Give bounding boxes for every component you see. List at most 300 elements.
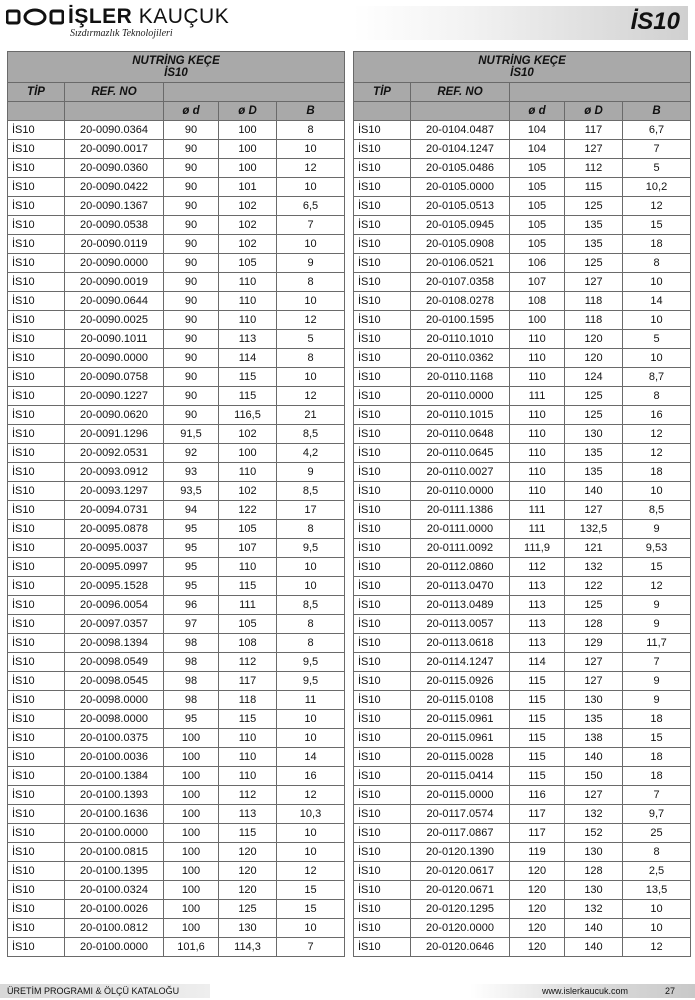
cell-width: 16 <box>623 406 691 425</box>
cell-outer-diameter: 125 <box>565 596 623 615</box>
cell-ref-no: 20-0097.0357 <box>65 615 164 634</box>
cell-ref-no: 20-0093.1297 <box>65 482 164 501</box>
cell-outer-diameter: 120 <box>219 862 277 881</box>
table-row <box>8 311 345 330</box>
cell-width: 10 <box>277 140 345 159</box>
cell-outer-diameter: 100 <box>219 121 277 140</box>
cell-tip: İS10 <box>354 539 411 558</box>
table-row <box>8 425 345 444</box>
cell-inner-diameter: 105 <box>510 159 565 178</box>
cell-tip: İS10 <box>8 463 65 482</box>
cell-width: 11 <box>277 691 345 710</box>
cell-inner-diameter: 96 <box>164 596 219 615</box>
footer-page-number: 27 <box>665 986 676 996</box>
cell-width: 10 <box>623 273 691 292</box>
cell-inner-diameter: 111,9 <box>510 539 565 558</box>
table-title-line1: NUTRİNG KEÇE <box>478 55 566 67</box>
cell-ref-no: 20-0117.0574 <box>411 805 510 824</box>
cell-ref-no: 20-0111.0092 <box>411 539 510 558</box>
cell-outer-diameter: 130 <box>565 881 623 900</box>
cell-width: 18 <box>623 748 691 767</box>
cell-tip: İS10 <box>354 254 411 273</box>
table-row <box>354 691 691 710</box>
cell-inner-diameter: 105 <box>510 178 565 197</box>
cell-tip: İS10 <box>354 558 411 577</box>
cell-ref-no: 20-0111.0000 <box>411 520 510 539</box>
cell-width: 10 <box>277 577 345 596</box>
table-row <box>354 805 691 824</box>
cell-outer-diameter: 102 <box>219 216 277 235</box>
cell-tip: İS10 <box>354 767 411 786</box>
cell-tip: İS10 <box>354 653 411 672</box>
cell-inner-diameter: 92 <box>164 444 219 463</box>
cell-width: 10 <box>277 919 345 938</box>
cell-width: 14 <box>623 292 691 311</box>
brand-name-light: KAUÇUK <box>138 5 230 28</box>
cell-width: 12 <box>277 159 345 178</box>
cell-ref-no: 20-0100.0026 <box>65 900 164 919</box>
cell-inner-diameter: 110 <box>510 368 565 387</box>
cell-ref-no: 20-0112.0860 <box>411 558 510 577</box>
cell-inner-diameter: 114 <box>510 653 565 672</box>
cell-ref-no: 20-0100.0324 <box>65 881 164 900</box>
cell-ref-no: 20-0108.0278 <box>411 292 510 311</box>
brand-logo <box>6 6 346 42</box>
cell-inner-diameter: 95 <box>164 520 219 539</box>
cell-width: 10 <box>623 900 691 919</box>
cell-outer-diameter: 132,5 <box>565 520 623 539</box>
cell-inner-diameter: 90 <box>164 368 219 387</box>
cell-tip: İS10 <box>8 159 65 178</box>
cell-width: 10 <box>277 824 345 843</box>
cell-tip: İS10 <box>354 121 411 140</box>
table-title-line2: İS10 <box>510 67 534 79</box>
cell-ref-no: 20-0120.0671 <box>411 881 510 900</box>
cell-outer-diameter: 118 <box>219 691 277 710</box>
cell-width: 10 <box>277 710 345 729</box>
cell-outer-diameter: 120 <box>565 349 623 368</box>
cell-width: 8 <box>277 273 345 292</box>
footer-website-link[interactable]: www.islerkaucuk.com <box>542 986 629 996</box>
cell-ref-no: 20-0113.0489 <box>411 596 510 615</box>
cell-inner-diameter: 115 <box>510 710 565 729</box>
cell-ref-no: 20-0094.0731 <box>65 501 164 520</box>
cell-tip: İS10 <box>354 159 411 178</box>
cell-inner-diameter: 113 <box>510 596 565 615</box>
cell-outer-diameter: 110 <box>219 311 277 330</box>
cell-ref-no: 20-0107.0358 <box>411 273 510 292</box>
table-row <box>354 672 691 691</box>
cell-width: 9,5 <box>277 653 345 672</box>
cell-tip: İS10 <box>354 577 411 596</box>
cell-outer-diameter: 101 <box>219 178 277 197</box>
table-row <box>8 406 345 425</box>
cell-tip: İS10 <box>8 672 65 691</box>
table-row <box>8 748 345 767</box>
cell-inner-diameter: 90 <box>164 330 219 349</box>
cell-tip: İS10 <box>8 748 65 767</box>
cell-outer-diameter: 125 <box>565 387 623 406</box>
table-row <box>8 786 345 805</box>
cell-outer-diameter: 127 <box>565 653 623 672</box>
cell-outer-diameter: 140 <box>565 919 623 938</box>
cell-outer-diameter: 115 <box>219 387 277 406</box>
table-row <box>8 330 345 349</box>
cell-outer-diameter: 102 <box>219 482 277 501</box>
cell-width: 10 <box>277 178 345 197</box>
cell-outer-diameter: 110 <box>219 463 277 482</box>
table-row <box>8 900 345 919</box>
cell-width: 7 <box>623 786 691 805</box>
table-row <box>354 292 691 311</box>
table-row <box>8 235 345 254</box>
table-row <box>8 463 345 482</box>
cell-tip: İS10 <box>8 273 65 292</box>
cell-inner-diameter: 100 <box>164 729 219 748</box>
cell-width: 2,5 <box>623 862 691 881</box>
cell-width: 10 <box>277 729 345 748</box>
col-header-width: B <box>623 102 691 121</box>
table-row <box>8 273 345 292</box>
table-row <box>8 140 345 159</box>
cell-ref-no: 20-0100.1393 <box>65 786 164 805</box>
cell-outer-diameter: 132 <box>565 558 623 577</box>
cell-ref-no: 20-0090.1227 <box>65 387 164 406</box>
cell-ref-no: 20-0114.1247 <box>411 653 510 672</box>
table-row <box>8 216 345 235</box>
cell-tip: İS10 <box>354 691 411 710</box>
table-row <box>8 539 345 558</box>
cell-tip: İS10 <box>8 729 65 748</box>
table-row <box>354 501 691 520</box>
col-header-tip: TİP <box>354 83 411 102</box>
cell-ref-no: 20-0098.0000 <box>65 691 164 710</box>
table-row <box>8 482 345 501</box>
table-row <box>8 615 345 634</box>
table-row <box>8 178 345 197</box>
cell-outer-diameter: 115 <box>565 178 623 197</box>
cell-ref-no: 20-0090.1367 <box>65 197 164 216</box>
cell-width: 18 <box>623 463 691 482</box>
cell-width: 10 <box>623 919 691 938</box>
cell-ref-no: 20-0110.0027 <box>411 463 510 482</box>
cell-tip: İS10 <box>8 349 65 368</box>
cell-outer-diameter: 105 <box>219 615 277 634</box>
cell-inner-diameter: 116 <box>510 786 565 805</box>
page-code: İS10 <box>630 8 680 35</box>
cell-width: 8 <box>277 615 345 634</box>
cell-tip: İS10 <box>354 710 411 729</box>
table-row <box>354 235 691 254</box>
cell-ref-no: 20-0090.0538 <box>65 216 164 235</box>
cell-tip: İS10 <box>8 501 65 520</box>
cell-inner-diameter: 100 <box>164 919 219 938</box>
cell-outer-diameter: 130 <box>565 691 623 710</box>
cell-outer-diameter: 110 <box>219 748 277 767</box>
cell-outer-diameter: 128 <box>565 615 623 634</box>
cell-width: 12 <box>623 938 691 957</box>
cell-ref-no: 20-0113.0470 <box>411 577 510 596</box>
cell-outer-diameter: 125 <box>565 197 623 216</box>
cell-inner-diameter: 117 <box>510 805 565 824</box>
cell-outer-diameter: 140 <box>565 482 623 501</box>
table-title-line2: İS10 <box>164 67 188 79</box>
cell-ref-no: 20-0105.0486 <box>411 159 510 178</box>
cell-inner-diameter: 110 <box>510 349 565 368</box>
table-row <box>354 748 691 767</box>
cell-tip: İS10 <box>354 862 411 881</box>
cell-ref-no: 20-0110.0000 <box>411 387 510 406</box>
cell-width: 10,2 <box>623 178 691 197</box>
cell-tip: İS10 <box>354 292 411 311</box>
cell-outer-diameter: 121 <box>565 539 623 558</box>
cell-ref-no: 20-0106.0521 <box>411 254 510 273</box>
cell-outer-diameter: 118 <box>565 311 623 330</box>
cell-inner-diameter: 115 <box>510 767 565 786</box>
cell-tip: İS10 <box>354 596 411 615</box>
cell-tip: İS10 <box>354 235 411 254</box>
cell-inner-diameter: 115 <box>510 691 565 710</box>
table-row <box>8 919 345 938</box>
cell-tip: İS10 <box>354 501 411 520</box>
table-row <box>8 634 345 653</box>
cell-tip: İS10 <box>8 121 65 140</box>
cell-width: 8 <box>623 843 691 862</box>
page-code-banner <box>353 6 688 40</box>
cell-outer-diameter: 130 <box>565 843 623 862</box>
cell-inner-diameter: 105 <box>510 216 565 235</box>
cell-width: 10 <box>277 292 345 311</box>
cell-ref-no: 20-0090.1011 <box>65 330 164 349</box>
cell-outer-diameter: 120 <box>219 881 277 900</box>
table-row <box>354 881 691 900</box>
cell-width: 15 <box>623 729 691 748</box>
cell-ref-no: 20-0110.1168 <box>411 368 510 387</box>
cell-inner-diameter: 117 <box>510 824 565 843</box>
cell-width: 8,5 <box>277 425 345 444</box>
table-row <box>354 634 691 653</box>
cell-tip: İS10 <box>8 843 65 862</box>
cell-tip: İS10 <box>354 634 411 653</box>
table-row <box>354 444 691 463</box>
cell-ref-no: 20-0110.0648 <box>411 425 510 444</box>
table-title-row <box>354 52 691 83</box>
col-header-inner-diameter: ø d <box>510 102 565 121</box>
cell-ref-no: 20-0100.0815 <box>65 843 164 862</box>
cell-tip: İS10 <box>354 900 411 919</box>
table-row <box>354 653 691 672</box>
col-header-outer-diameter: ø D <box>219 102 277 121</box>
cell-width: 9,53 <box>623 539 691 558</box>
cell-tip: İS10 <box>8 387 65 406</box>
cell-tip: İS10 <box>354 748 411 767</box>
cell-outer-diameter: 115 <box>219 577 277 596</box>
column-label-row <box>354 83 691 102</box>
cell-tip: İS10 <box>8 425 65 444</box>
table-row <box>8 577 345 596</box>
cell-ref-no: 20-0098.0545 <box>65 672 164 691</box>
cell-outer-diameter: 112 <box>565 159 623 178</box>
cell-width: 18 <box>623 767 691 786</box>
product-table-left <box>7 51 345 957</box>
cell-ref-no: 20-0115.0108 <box>411 691 510 710</box>
table-row <box>354 406 691 425</box>
cell-tip: İS10 <box>354 425 411 444</box>
cell-inner-diameter: 110 <box>510 406 565 425</box>
cell-outer-diameter: 127 <box>565 786 623 805</box>
cell-tip: İS10 <box>8 311 65 330</box>
cell-tip: İS10 <box>354 843 411 862</box>
cell-inner-diameter: 98 <box>164 672 219 691</box>
cell-ref-no: 20-0115.0028 <box>411 748 510 767</box>
cell-width: 12 <box>277 311 345 330</box>
cell-width: 5 <box>277 330 345 349</box>
cell-inner-diameter: 100 <box>510 311 565 330</box>
col-header-ref: REF. NO <box>411 83 510 102</box>
cell-inner-diameter: 90 <box>164 406 219 425</box>
col-header-tip: TİP <box>8 83 65 102</box>
cell-inner-diameter: 90 <box>164 235 219 254</box>
cell-inner-diameter: 105 <box>510 235 565 254</box>
cell-ref-no: 20-0110.1010 <box>411 330 510 349</box>
col-header-inner-diameter: ø d <box>164 102 219 121</box>
cell-tip: İS10 <box>8 710 65 729</box>
table-row <box>8 444 345 463</box>
table-row <box>8 862 345 881</box>
table-row <box>354 786 691 805</box>
cell-ref-no: 20-0104.0487 <box>411 121 510 140</box>
cell-inner-diameter: 100 <box>164 805 219 824</box>
cell-outer-diameter: 110 <box>219 273 277 292</box>
table-row <box>354 710 691 729</box>
cell-ref-no: 20-0120.0000 <box>411 919 510 938</box>
cell-width: 12 <box>623 425 691 444</box>
table-row <box>354 197 691 216</box>
cell-ref-no: 20-0090.0017 <box>65 140 164 159</box>
cell-ref-no: 20-0098.0000 <box>65 710 164 729</box>
cell-ref-no: 20-0090.0000 <box>65 254 164 273</box>
table-row <box>8 710 345 729</box>
cell-width: 5 <box>623 159 691 178</box>
cell-outer-diameter: 113 <box>219 330 277 349</box>
cell-inner-diameter: 97 <box>164 615 219 634</box>
cell-inner-diameter: 98 <box>164 691 219 710</box>
cell-outer-diameter: 117 <box>219 672 277 691</box>
col-header-outer-diameter: ø D <box>565 102 623 121</box>
cell-inner-diameter: 100 <box>164 843 219 862</box>
cell-ref-no: 20-0115.0000 <box>411 786 510 805</box>
table-row <box>8 558 345 577</box>
table-row <box>8 938 345 957</box>
cell-ref-no: 20-0105.0513 <box>411 197 510 216</box>
cell-width: 12 <box>277 786 345 805</box>
col-header-blank <box>354 102 411 121</box>
cell-tip: İS10 <box>354 387 411 406</box>
cell-width: 9 <box>623 615 691 634</box>
cell-inner-diameter: 110 <box>510 463 565 482</box>
col-header-spacer <box>510 83 691 102</box>
cell-ref-no: 20-0098.1394 <box>65 634 164 653</box>
cell-width: 7 <box>623 653 691 672</box>
cell-inner-diameter: 98 <box>164 653 219 672</box>
cell-width: 10 <box>277 843 345 862</box>
cell-ref-no: 20-0100.1636 <box>65 805 164 824</box>
cell-inner-diameter: 100 <box>164 900 219 919</box>
cell-ref-no: 20-0105.0908 <box>411 235 510 254</box>
cell-inner-diameter: 108 <box>510 292 565 311</box>
cell-inner-diameter: 115 <box>510 748 565 767</box>
cell-ref-no: 20-0110.0000 <box>411 482 510 501</box>
cell-tip: İS10 <box>8 653 65 672</box>
cell-ref-no: 20-0091.1296 <box>65 425 164 444</box>
cell-width: 10,3 <box>277 805 345 824</box>
cell-ref-no: 20-0095.1528 <box>65 577 164 596</box>
cell-ref-no: 20-0096.0054 <box>65 596 164 615</box>
table-row <box>8 520 345 539</box>
cell-width: 15 <box>277 881 345 900</box>
table-row <box>354 254 691 273</box>
cell-ref-no: 20-0100.1384 <box>65 767 164 786</box>
cell-inner-diameter: 110 <box>510 425 565 444</box>
table-row <box>354 520 691 539</box>
table-row <box>354 767 691 786</box>
cell-tip: İS10 <box>8 577 65 596</box>
cell-inner-diameter: 115 <box>510 729 565 748</box>
cell-tip: İS10 <box>8 197 65 216</box>
cell-tip: İS10 <box>8 862 65 881</box>
table-row <box>354 900 691 919</box>
cell-width: 13,5 <box>623 881 691 900</box>
cell-outer-diameter: 114,3 <box>219 938 277 957</box>
table-row <box>8 254 345 273</box>
cell-tip: İS10 <box>8 235 65 254</box>
cell-ref-no: 20-0104.1247 <box>411 140 510 159</box>
cell-inner-diameter: 90 <box>164 140 219 159</box>
col-header-width: B <box>277 102 345 121</box>
cell-inner-diameter: 90 <box>164 292 219 311</box>
cell-width: 8 <box>277 634 345 653</box>
cell-width: 10 <box>277 558 345 577</box>
column-label-row <box>8 83 345 102</box>
cell-ref-no: 20-0115.0961 <box>411 710 510 729</box>
table-row <box>354 482 691 501</box>
cell-width: 15 <box>623 216 691 235</box>
cell-ref-no: 20-0120.1295 <box>411 900 510 919</box>
cell-tip: İS10 <box>354 311 411 330</box>
cell-width: 8,5 <box>623 501 691 520</box>
table-row <box>354 216 691 235</box>
cell-inner-diameter: 106 <box>510 254 565 273</box>
cell-outer-diameter: 112 <box>219 786 277 805</box>
table-row <box>8 881 345 900</box>
table-row <box>354 938 691 957</box>
cell-outer-diameter: 130 <box>219 919 277 938</box>
cell-outer-diameter: 113 <box>219 805 277 824</box>
cell-ref-no: 20-0095.0037 <box>65 539 164 558</box>
cell-inner-diameter: 119 <box>510 843 565 862</box>
cell-outer-diameter: 110 <box>219 292 277 311</box>
cell-width: 8 <box>623 387 691 406</box>
table-row <box>8 805 345 824</box>
cell-tip: İS10 <box>354 919 411 938</box>
cell-tip: İS10 <box>8 178 65 197</box>
cell-outer-diameter: 135 <box>565 216 623 235</box>
cell-ref-no: 20-0090.0119 <box>65 235 164 254</box>
cell-width: 12 <box>277 862 345 881</box>
cell-tip: İS10 <box>8 919 65 938</box>
cell-inner-diameter: 94 <box>164 501 219 520</box>
brand-name <box>68 5 229 29</box>
